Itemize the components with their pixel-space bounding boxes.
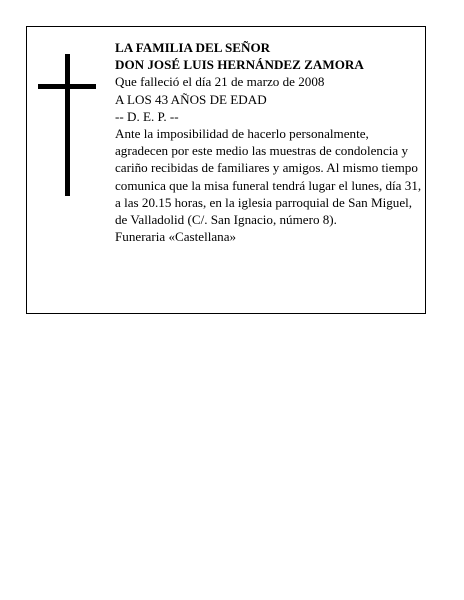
rest-in-peace-line: -- D. E. P. -- — [115, 108, 179, 124]
cross-icon-vertical-bar — [65, 54, 70, 196]
notice-text — [115, 39, 423, 245]
funeral-home-name: Funeraria «Castellana» — [115, 229, 237, 245]
notice-body-paragraph: Ante la imposibilidad de hacerlo personalmente, agradecen por este medio las muestras de condolencia y cariño recibidas de familiares y amigos. Al mismo tiempo comunica que la misa funeral tendrá lugar el lunes, día 31, a las 20.15 horas, en la iglesia parroquial de San Miguel, de Valladolid (C/. San Ignacio, número 8). — [115, 126, 422, 228]
age-line: A LOS 43 AÑOS DE EDAD — [115, 91, 267, 107]
obituary-notice — [26, 26, 426, 314]
death-date-line: Que falleció el día 21 de marzo de 2008 — [115, 74, 325, 90]
heading-family-line: LA FAMILIA DEL SEÑOR — [115, 40, 271, 55]
heading-deceased-name: DON JOSÉ LUIS HERNÁNDEZ ZAMORA — [115, 57, 364, 73]
cross-icon-horizontal-bar — [38, 84, 96, 89]
